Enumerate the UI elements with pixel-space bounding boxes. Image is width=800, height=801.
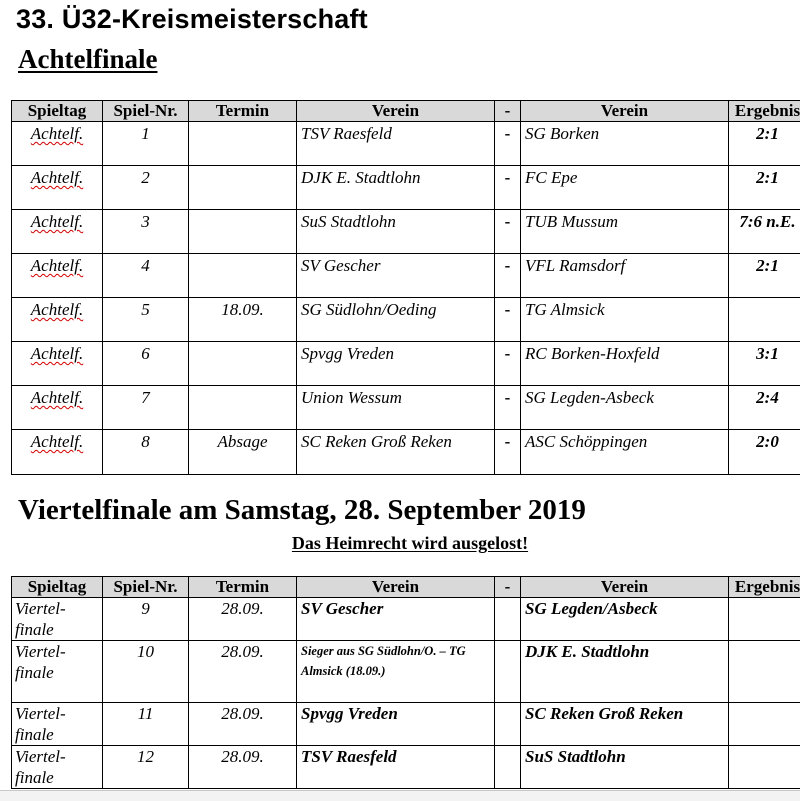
termin-cell <box>189 254 297 298</box>
home-team-cell: TSV Raesfeld <box>297 746 495 789</box>
separator-cell: - <box>495 342 521 386</box>
home-team-cell: SG Südlohn/Oeding <box>297 298 495 342</box>
separator-cell: - <box>495 122 521 166</box>
termin-cell: Absage <box>189 430 297 475</box>
away-team-cell: SG Legden/Asbeck <box>521 598 729 641</box>
spiel-nr-cell: 5 <box>103 298 189 342</box>
result-cell <box>729 598 800 641</box>
termin-cell: 28.09. <box>189 598 297 641</box>
separator-cell <box>495 641 521 703</box>
away-team-cell: SG Borken <box>521 122 729 166</box>
home-team-cell: DJK E. Stadtlohn <box>297 166 495 210</box>
heimrecht-note: Das Heimrecht wird ausgelost! <box>0 533 800 554</box>
result-cell: 2:1 <box>729 166 800 210</box>
table-header-row <box>12 101 800 122</box>
separator-cell <box>495 598 521 641</box>
column-header: Spieltag <box>12 577 103 598</box>
home-team-cell: Sieger aus SG Südlohn/O. – TG Almsick (18.09.) <box>297 641 495 703</box>
column-header: Ergebnis <box>729 101 800 122</box>
column-header: Ergebnis <box>729 577 800 598</box>
home-team-cell: SV Gescher <box>297 598 495 641</box>
spiel-nr-cell: 2 <box>103 166 189 210</box>
result-cell: 2:4 <box>729 386 800 430</box>
result-cell <box>729 298 800 342</box>
table-row <box>12 254 800 298</box>
result-cell: 3:1 <box>729 342 800 386</box>
result-cell <box>729 746 800 789</box>
termin-cell: 28.09. <box>189 641 297 703</box>
column-header: Spiel-Nr. <box>103 577 189 598</box>
page-title: 33. Ü32-Kreismeisterschaft <box>16 4 368 35</box>
table-row <box>12 166 800 210</box>
separator-cell: - <box>495 254 521 298</box>
viertelfinale-table <box>11 576 800 789</box>
column-header: Verein <box>521 577 729 598</box>
table-row <box>12 342 800 386</box>
termin-cell: 28.09. <box>189 746 297 789</box>
away-team-cell: TUB Mussum <box>521 210 729 254</box>
away-team-cell: SuS Stadtlohn <box>521 746 729 789</box>
spieltag-cell: Achtelf. <box>31 168 83 187</box>
termin-cell <box>189 166 297 210</box>
column-header: - <box>495 577 521 598</box>
table-header-row <box>12 577 800 598</box>
spieltag-cell: Achtelf. <box>31 212 83 231</box>
result-cell <box>729 703 800 746</box>
column-header: Verein <box>297 101 495 122</box>
separator-cell <box>495 703 521 746</box>
spiel-nr-cell: 7 <box>103 386 189 430</box>
result-cell: 7:6 n.E. <box>729 210 800 254</box>
spiel-nr-cell: 4 <box>103 254 189 298</box>
column-header: Termin <box>189 577 297 598</box>
table-row <box>12 210 800 254</box>
result-cell: 2:1 <box>729 254 800 298</box>
column-header: Spiel-Nr. <box>103 101 189 122</box>
table-row <box>12 430 800 475</box>
away-team-cell: FC Epe <box>521 166 729 210</box>
away-team-cell: SC Reken Groß Reken <box>521 703 729 746</box>
home-team-cell: Spvgg Vreden <box>297 342 495 386</box>
separator-cell <box>495 746 521 789</box>
table-row <box>12 598 800 641</box>
achtelfinale-table <box>11 100 800 475</box>
spieltag-cell: Viertel-finale <box>12 641 103 703</box>
separator-cell: - <box>495 210 521 254</box>
table-row <box>12 298 800 342</box>
home-team-cell: SV Gescher <box>297 254 495 298</box>
spieltag-cell: Achtelf. <box>31 300 83 319</box>
home-team-cell: SC Reken Groß Reken <box>297 430 495 475</box>
spieltag-cell: Achtelf. <box>31 388 83 407</box>
spieltag-cell: Achtelf. <box>31 256 83 275</box>
separator-cell: - <box>495 386 521 430</box>
away-team-cell: VFL Ramsdorf <box>521 254 729 298</box>
table-row <box>12 122 800 166</box>
home-team-cell: SuS Stadtlohn <box>297 210 495 254</box>
spiel-nr-cell: 12 <box>103 746 189 789</box>
spieltag-cell: Achtelf. <box>31 124 83 143</box>
table-row <box>12 746 800 789</box>
column-header: Spieltag <box>12 101 103 122</box>
termin-cell <box>189 386 297 430</box>
spiel-nr-cell: 1 <box>103 122 189 166</box>
result-cell: 2:1 <box>729 122 800 166</box>
result-cell <box>729 641 800 703</box>
spiel-nr-cell: 8 <box>103 430 189 475</box>
table-row <box>12 641 800 703</box>
away-team-cell: SG Legden-Asbeck <box>521 386 729 430</box>
section-heading-achtelfinale: Achtelfinale <box>18 44 157 75</box>
result-cell: 2:0 <box>729 430 800 475</box>
spiel-nr-cell: 10 <box>103 641 189 703</box>
home-team-cell: TSV Raesfeld <box>301 124 392 143</box>
separator-cell: - <box>495 166 521 210</box>
termin-cell <box>189 210 297 254</box>
table-row <box>12 386 800 430</box>
window-bottom-edge <box>0 790 800 801</box>
termin-cell: 28.09. <box>189 703 297 746</box>
spieltag-cell: Achtelf. <box>31 344 83 363</box>
termin-cell: 18.09. <box>189 298 297 342</box>
column-header: Termin <box>189 101 297 122</box>
away-team-cell: DJK E. Stadtlohn <box>521 641 729 703</box>
separator-cell: - <box>495 298 521 342</box>
column-header: Verein <box>521 101 729 122</box>
away-team-cell: RC Borken-Hoxfeld <box>521 342 729 386</box>
spieltag-cell: Viertel-finale <box>12 598 103 641</box>
spiel-nr-cell: 11 <box>103 703 189 746</box>
column-header: - <box>495 101 521 122</box>
column-header: Verein <box>297 577 495 598</box>
table-row <box>12 703 800 746</box>
spieltag-cell: Achtelf. <box>31 432 83 451</box>
separator-cell: - <box>495 430 521 475</box>
spieltag-cell: Viertel-finale <box>12 703 103 746</box>
home-team-cell: Union Wessum <box>297 386 495 430</box>
spiel-nr-cell: 6 <box>103 342 189 386</box>
termin-cell <box>189 122 297 166</box>
spieltag-cell: Viertel-finale <box>12 746 103 789</box>
spiel-nr-cell: 3 <box>103 210 189 254</box>
away-team-cell: TG Almsick <box>521 298 729 342</box>
termin-cell <box>189 342 297 386</box>
spiel-nr-cell: 9 <box>103 598 189 641</box>
home-team-cell: Spvgg Vreden <box>297 703 495 746</box>
section-heading-viertelfinale: Viertelfinale am Samstag, 28. September 2019 <box>18 494 586 527</box>
away-team-cell: ASC Schöppingen <box>521 430 729 475</box>
